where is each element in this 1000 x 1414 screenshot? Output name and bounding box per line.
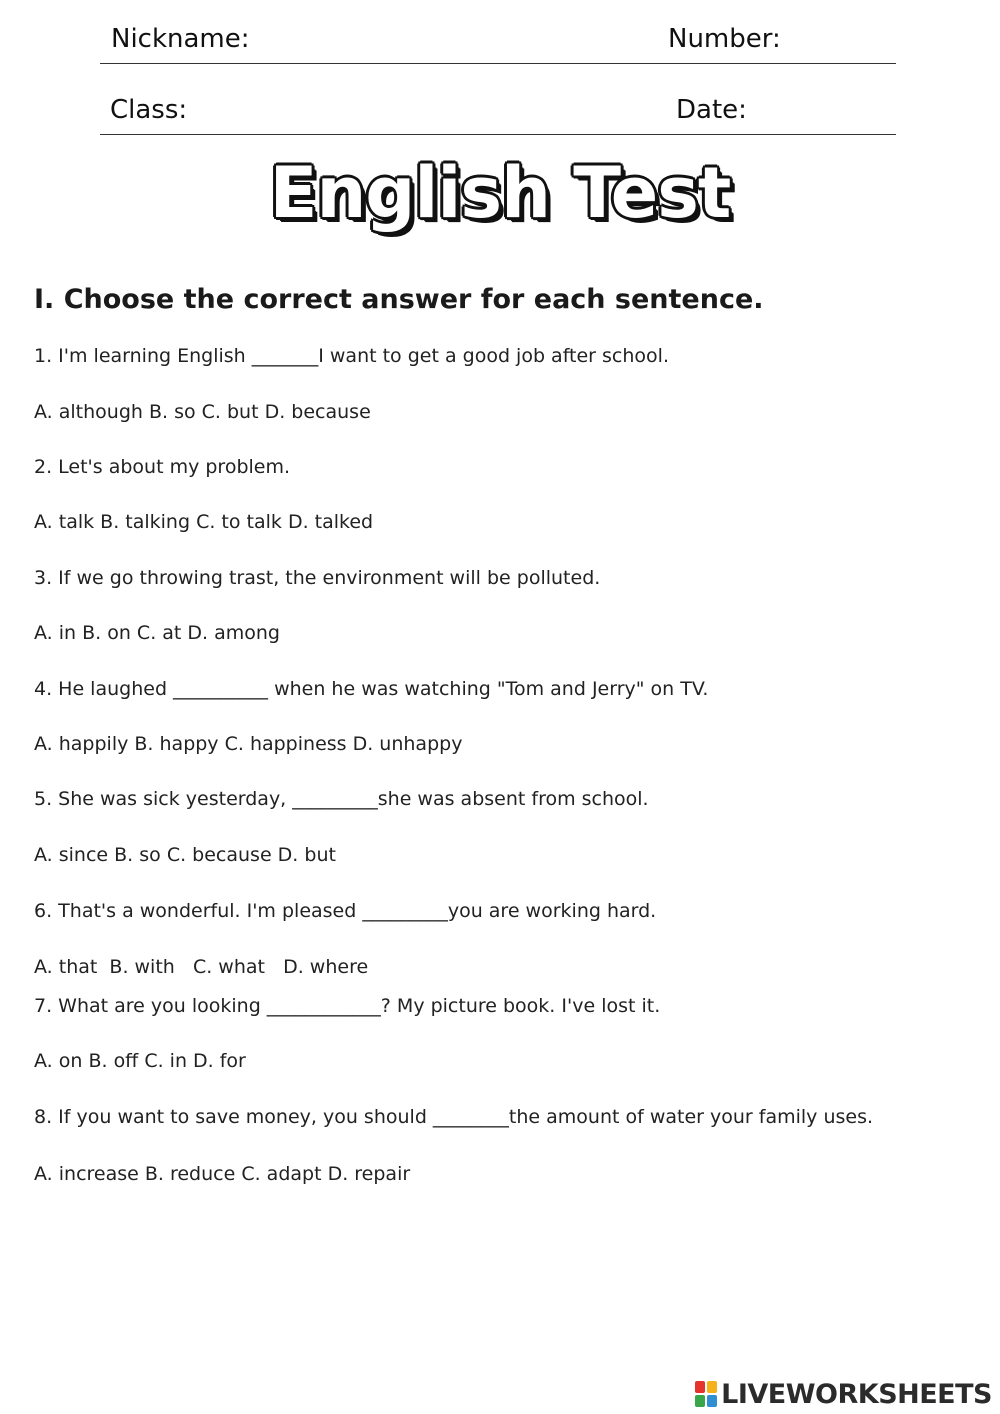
- question-2: 2. Let's about my problem.: [34, 456, 291, 478]
- number-label: Number:: [668, 24, 781, 54]
- options-7: A. on B. off C. in D. for: [34, 1050, 246, 1072]
- question-6: 6. That's a wonderful. I'm pleased _________you are working hard.: [34, 900, 657, 922]
- question-8: 8. If you want to save money, you should ________the amount of water your family uses.: [34, 1106, 874, 1128]
- options-5: A. since B. so C. because D. but: [34, 844, 336, 866]
- liveworksheets-logo-icon: [695, 1381, 717, 1407]
- liveworksheets-brand: [695, 1378, 992, 1410]
- nickname-underline: [100, 63, 896, 64]
- section-heading: I. Choose the correct answer for each sentence.: [34, 284, 764, 315]
- brand-name: LIVEWORKSHEETS: [721, 1378, 992, 1410]
- options-8: A. increase B. reduce C. adapt D. repair: [34, 1163, 411, 1185]
- options-6: A. that B. with C. what D. where: [34, 956, 369, 978]
- nickname-label: Nickname:: [111, 24, 250, 54]
- options-4: A. happily B. happy C. happiness D. unhappy: [34, 733, 463, 755]
- question-7: 7. What are you looking ____________? My picture book. I've lost it.: [34, 995, 661, 1017]
- options-3: A. in B. on C. at D. among: [34, 622, 280, 644]
- class-underline: [100, 134, 896, 135]
- class-label: Class:: [110, 95, 188, 125]
- date-label: Date:: [676, 95, 747, 125]
- options-2: A. talk B. talking C. to talk D. talked: [34, 511, 374, 533]
- question-5: 5. She was sick yesterday, _________she was absent from school.: [34, 788, 649, 810]
- question-4: 4. He laughed __________ when he was watching "Tom and Jerry" on TV.: [34, 678, 709, 700]
- question-1: 1. I'm learning English _______I want to get a good job after school.: [34, 345, 669, 367]
- options-1: A. although B. so C. but D. because: [34, 401, 371, 423]
- page-title-text: English Test: [269, 152, 731, 234]
- page-title: [0, 152, 1000, 234]
- question-3: 3. If we go throwing trast, the environment will be polluted.: [34, 567, 601, 589]
